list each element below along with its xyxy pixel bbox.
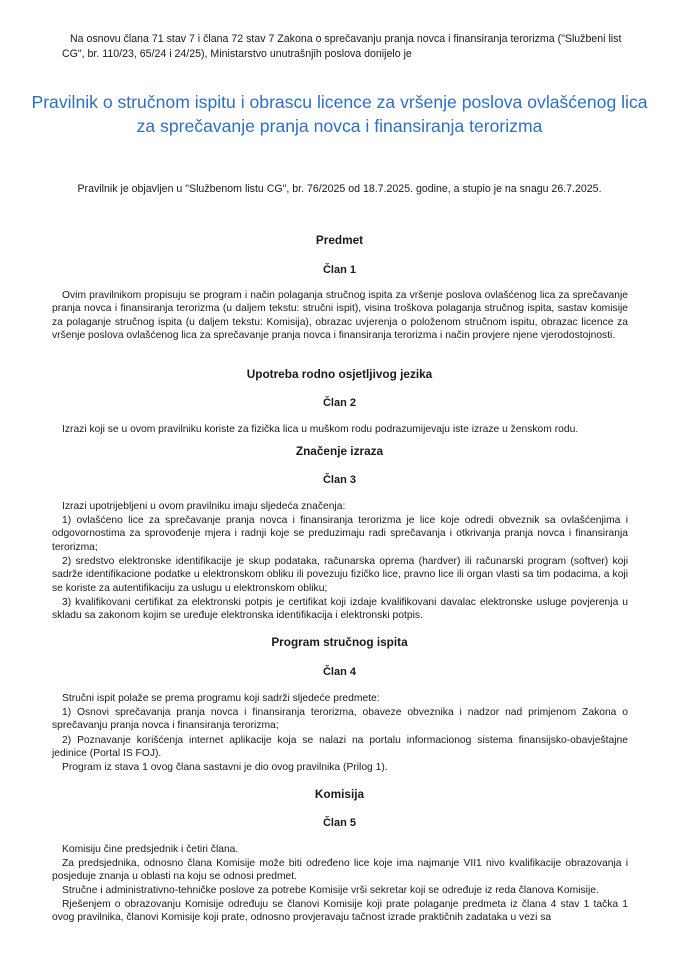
- article-2-paragraph-1: Izrazi koji se u ovom pravilniku koriste za fizička lica u muškom rodu podrazumijevaju iste izraze u ženskom rodu.: [62, 424, 579, 435]
- article-5-paragraph-1: Komisiju čine predsjednik i četiri člana.: [62, 844, 239, 855]
- document-title: Pravilnik o stručnom ispitu i obrascu licence za vršenje poslova ovlašćenog lica za sprečavanje pranja novca i finansiranja terorizma: [31, 92, 648, 136]
- article-1-paragraph-1: Ovim pravilnikom propisuju se program i način polaganja stručnog ispita za vršenje poslova ovlašćenog lica za sprečavanje pranja novca i finansiranja terorizma (u daljem tekstu: stručni ispit), visina troškova polaganja stručnog ispita, sastav komisije za polaganje stručnog ispita (u daljem tekstu: Komisija), obrazac uvjerenja o položenom stručnom ispitu, obrazac licence za vršenje poslova ovlašćenog lica za sprečavanje pranja novca i finansiranja terorizma i način provjere njene vjerodostojnosti.: [52, 290, 628, 342]
- article-4-paragraph-4: Program iz stava 1 ovog člana sastavni je dio ovog pravilnika (Prilog 1).: [62, 762, 388, 773]
- article-4-paragraph-1: Stručni ispit polaže se prema programu koji sadrži sljedeće predmete:: [62, 693, 380, 704]
- article-3-paragraph-1: Izrazi upotrijebljeni u ovom pravilniku imaju sljedeća značenja:: [62, 501, 346, 512]
- section-heading-komisija: Komisija: [314, 787, 365, 801]
- article-4-paragraph-2: 1) Osnovi sprečavanja pranja novca i finansiranja terorizma, obaveze obveznika i nadzor nad primjenom Zakona o sprečavanju pranja novca i finansiranja terorizma;: [52, 707, 628, 732]
- article-number-1: Član 1: [322, 264, 356, 276]
- section-heading-znacenje: Značenje izraza: [295, 444, 384, 458]
- section-heading-program: Program stručnog ispita: [271, 635, 408, 649]
- article-number-3: Član 3: [322, 474, 356, 486]
- article-3-paragraph-4: 3) kvalifikovani certifikat za elektronski potpis je certifikat koji izdaje kvalifikovani davalac elektronske usluge povjerenja u skladu sa zakonom kojim se uređuje elektronska identifikacija i elektronski potpis.: [52, 597, 628, 622]
- publication-note: Pravilnik je objavljen u "Službenom listu CG", br. 76/2025 od 18.7.2025. godine, a stupio je na snagu 26.7.2025.: [77, 183, 602, 195]
- article-5-paragraph-4: Rješenjem o obrazovanju Komisije određuju se članovi Komisije koji prate polaganje predmeta iz člana 4 stav 1 tačka 1 ovog pravilnika, članovi Komisije koji prate, odnosno provjeravaju tačnost izrade praktičnih zadataka u vezi sa: [52, 899, 628, 924]
- article-4-paragraph-3: 2) Poznavanje korišćenja internet aplikacije koja se nalazi na portalu informacionog sistema finansijsko-obavještajne jedinice (Portal IS FOJ).: [52, 735, 628, 760]
- article-number-5: Član 5: [322, 817, 356, 829]
- section-heading-rodno: Upotreba rodno osjetljivog jezika: [246, 367, 433, 381]
- article-3-paragraph-3: 2) sredstvo elektronske identifikacije je skup podataka, računarska oprema (hardver) ili računarski program (softver) koji sadrže identifikacione podatke u elektronskom obliku ili povezuju fizičko lice, pravno lice ili organ vlasti sa tim podacima, a koji se koriste za autentifikaciju za uslugu u elektronskom obliku;: [52, 556, 628, 594]
- article-number-2: Član 2: [322, 397, 356, 409]
- article-5-paragraph-2: Za predsjednika, odnosno člana Komisije može biti određeno lice koje ima najmanje VII1 nivo kvalifikacije obrazovanja i posjeduje znanja u oblasti na koju se odnosi predmet.: [52, 858, 628, 883]
- article-number-4: Član 4: [322, 666, 356, 678]
- article-3-paragraph-2: 1) ovlašćeno lice za sprečavanje pranja novca i finansiranja terorizma je lice koje odredi obveznik sa ovlašćenjima i odgovornostima za sprovođenje mjera i radnji koje se preduzimaju radi sprečavanja i otkrivanja pranja novca i finansiranja terorizma;: [52, 515, 628, 553]
- article-5-paragraph-3: Stručne i administrativno-tehničke poslove za potrebe Komisije vrši sekretar koji se određuje iz reda članova Komisije.: [62, 885, 599, 896]
- section-heading-predmet: Predmet: [315, 233, 364, 247]
- preamble: Na osnovu člana 71 stav 7 i člana 72 stav 7 Zakona o sprečavanju pranja novca i finansiranja terorizma ("Službeni list CG", br. 110/23, 65/24 i 24/25), Ministarstvo unutrašnjih poslova donijelo je: [62, 33, 622, 60]
